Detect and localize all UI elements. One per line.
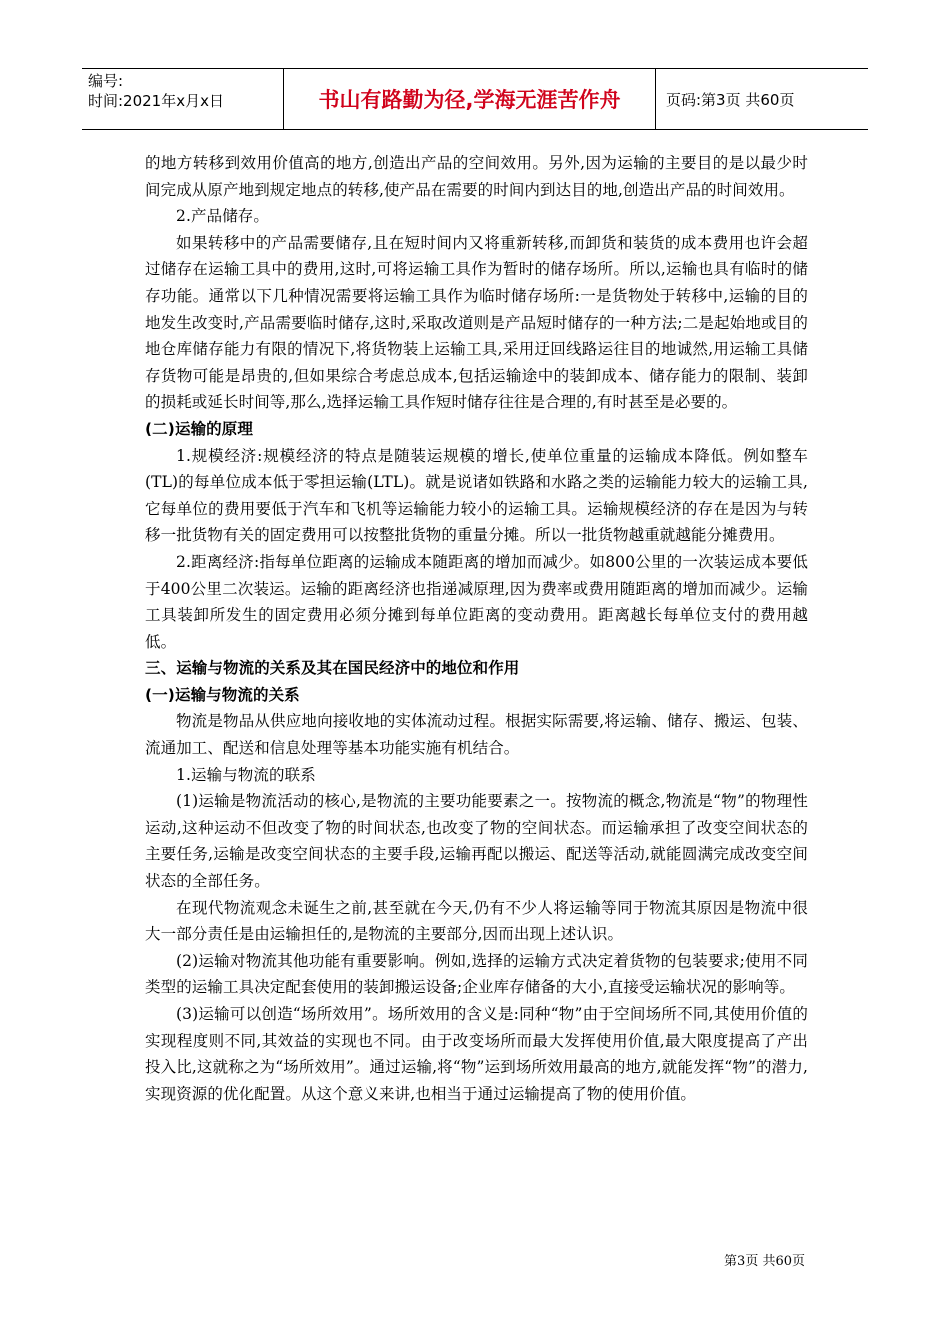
paragraph-3: 如果转移中的产品需要储存,且在短时间内又将重新转移,而卸货和装货的成本费用也许会超过储存在运输工具中的费用,这时,可将运输工具作为暂时的储存场所。所以,运输也具有临时的储存功能。通常以下几种情况需要将运输工具作为临时储存场所:一是货物处于转移中,运输的目的地发生改变时,产品需要临时储存,这时,采取改道则是产品短时储存的一种方法;二是起始地或目的地仓库储存能力有限的情况下,将货物装上运输工具,采用迂回线路运往目的地诚然,用运输工具储存货物可能是昂贵的,但如果综合考虑总成本,包括运输途中的装卸成本、储存能力的限制、装卸的损耗或延长时间等,那么,选择运输工具作短时储存往往是合理的,有时甚至是必要的。 bbox=[145, 233, 808, 412]
paragraph-2: 2.产品储存。 bbox=[176, 207, 269, 226]
page-footer: 第3页 共60页 bbox=[724, 1254, 805, 1269]
paragraph-scale-economy: 1.规模经济:规模经济的特点是随装运规模的增长,使单位重量的运输成本降低。例如整车(TL)的每单位成本低于零担运输(LTL)。就是说诸如铁路和水路之类的运输能力较大的运输工具,它每单位的费用要低于汽车和飞机等运输能力较小的运输工具。运输规模经济的存在是因为与转移一批货物有关的固定费用可以按整批货物的重量分摊。所以一批货物越重就越能分摊费用。 bbox=[145, 446, 808, 545]
paragraph-point-2: (2)运输对物流其他功能有重要影响。例如,选择的运输方式决定着货物的包装要求;使用不同类型的运输工具决定配套使用的装卸搬运设备;企业库存储备的大小,直接受运输状况的影响等。 bbox=[145, 951, 808, 997]
page-header bbox=[82, 68, 868, 130]
header-page-number: 页码:第3页 共60页 bbox=[666, 90, 795, 109]
paragraph-point-3: (3)运输可以创造“场所效用”。场所效用的含义是:同种“物”由于空间场所不同,其使用价值的实现程度则不同,其效益的实现也不同。由于改变场所而最大发挥使用价值,最大限度提高了产出投入比,这就称之为“场所效用”。通过运输,将“物”运到场所效用最高的地方,就能发挥“物”的潜力,实现资源的优化配置。从这个意义来讲,也相当于通过运输提高了物的使用价值。 bbox=[145, 1005, 808, 1103]
header-number: 编号: bbox=[88, 72, 124, 90]
paragraph-modern-logistics: 在现代物流观念未诞生之前,甚至就在今天,仍有不少人将运输等同于物流其原因是物流中很大一部分责任是由运输担任的,是物流的主要部分,因而出现上述认识。 bbox=[145, 898, 808, 944]
section-heading-principles: (二)运输的原理 bbox=[145, 419, 253, 438]
document-body bbox=[145, 150, 808, 1107]
header-motto: 书山有路勤为径,学海无涯苦作舟 bbox=[284, 69, 656, 129]
header-time: 时间:2021年x月x日 bbox=[88, 92, 224, 110]
header-meta bbox=[82, 69, 284, 129]
paragraph-1: 的地方转移到效用价值高的地方,创造出产品的空间效用。另外,因为运输的主要目的是以最少时间完成从原产地到规定地点的转移,使产品在需要的时间内到达目的地,创造出产品的时间效用。 bbox=[145, 154, 808, 199]
paragraph-distance-economy: 2.距离经济:指每单位距离的运输成本随距离的增加而减少。如800公里的一次装运成本要低于400公里二次装运。运输的距离经济也指递减原理,因为费率或费用随距离的增加而减少。运输工具装卸所发生的固定费用必须分摊到每单位距离的变动费用。距离越长每单位支付的费用越低。 bbox=[145, 552, 808, 651]
subsection-heading-one: (一)运输与物流的关系 bbox=[145, 685, 300, 704]
paragraph-link-heading: 1.运输与物流的联系 bbox=[176, 765, 316, 784]
section-heading-three: 三、运输与物流的关系及其在国民经济中的地位和作用 bbox=[145, 659, 520, 678]
paragraph-point-1: (1)运输是物流活动的核心,是物流的主要功能要素之一。按物流的概念,物流是“物”的物理性运动,这种运动不但改变了物的时间状态,也改变了物的空间状态。而运输承担了改变空间状态的主要任务,运输是改变空间状态的主要手段,运输再配以搬运、配送等活动,就能圆满完成改变空间状态的全部任务。 bbox=[145, 792, 808, 891]
paragraph-logistics-definition: 物流是物品从供应地向接收地的实体流动过程。根据实际需要,将运输、储存、搬运、包装、流通加工、配送和信息处理等基本功能实施有机结合。 bbox=[145, 712, 808, 758]
